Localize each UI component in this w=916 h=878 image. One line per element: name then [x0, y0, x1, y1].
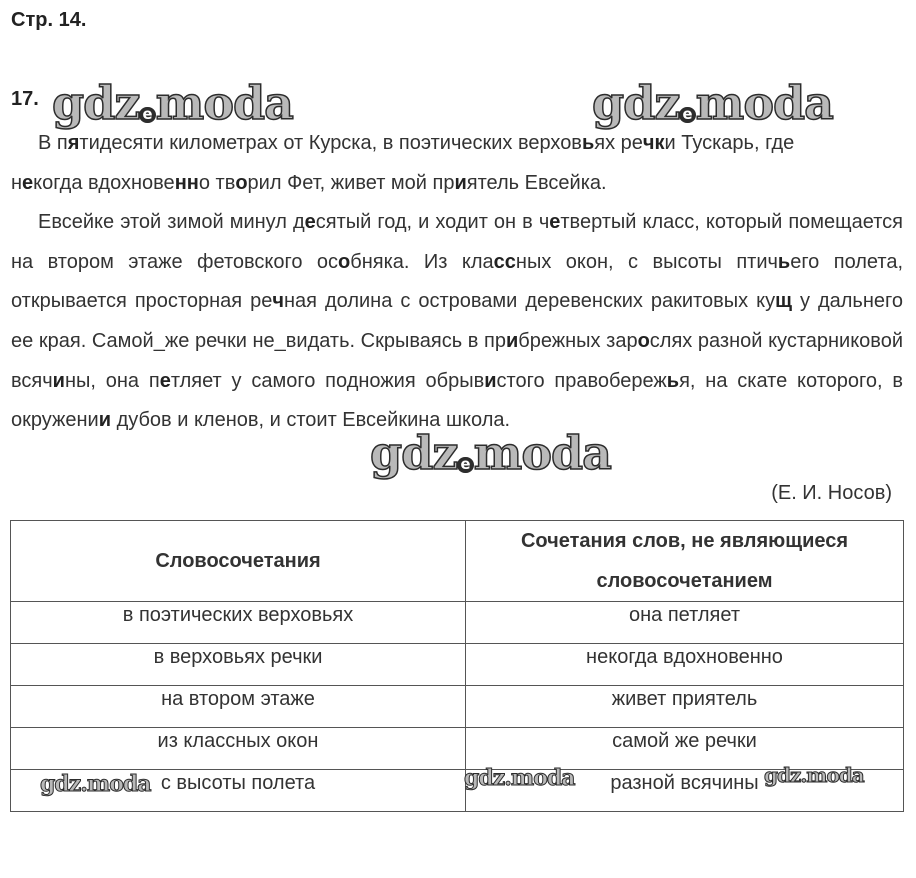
highlighted-letter: е	[159, 369, 171, 392]
highlighted-letter: ч	[272, 290, 284, 313]
text-run: твертый класс, который помещается на втором этаже фетовского ос	[11, 211, 903, 273]
highlighted-letter: и	[454, 171, 467, 194]
table-row	[11, 644, 904, 686]
header-non-phrases: Сочетания слов, не являющиеся словосочетанием	[466, 521, 904, 602]
text-run: дубов и кленов, и стоит Евсейкина школа.	[111, 409, 511, 432]
text-run: н	[11, 171, 23, 194]
table-row	[11, 686, 904, 728]
exercise-number: 17.	[11, 88, 39, 110]
highlighted-letter: е	[304, 211, 316, 234]
phrase-cell: с высоты полета	[11, 770, 466, 812]
watermark-logo: gdz emoda	[52, 76, 293, 130]
non-phrase-cell: она петляет	[466, 602, 904, 644]
highlighted-letter: о	[338, 250, 351, 273]
highlighted-letter: щ	[775, 290, 792, 313]
highlighted-letter: и	[505, 329, 519, 352]
text-run: его полета, открывается просторная ре	[11, 250, 903, 313]
paragraph-1-line-2	[11, 172, 607, 194]
author-attribution: (Е. И. Носов)	[771, 482, 892, 504]
text-run: слях разной кустарниковой всяч	[11, 329, 904, 392]
highlighted-letter: и	[52, 369, 65, 392]
text-run: у дальнего ее края. Самой_же речки не_видать. Скрываясь в пр	[11, 290, 903, 352]
highlighted-letter: и	[98, 409, 112, 432]
text-run: сятый год, и ходит он в ч	[315, 211, 550, 234]
highlighted-letter: о	[637, 329, 650, 352]
header-phrases: Словосочетания	[11, 521, 466, 602]
paragraph-1	[11, 124, 903, 203]
phrase-cell: на втором этаже	[11, 686, 466, 728]
text-run: В п	[38, 132, 68, 154]
table-row	[11, 602, 904, 644]
watermark-logo: gdz.moda	[40, 771, 151, 797]
text-run: бняка. Из кла	[350, 250, 494, 273]
highlighted-letter: ь	[777, 250, 791, 273]
non-phrase-cell: живет приятель	[466, 686, 904, 728]
highlighted-letter: е	[549, 211, 561, 234]
text-run: когда вдохнове	[33, 171, 175, 194]
text-run: Евсейке этой зимой минул д	[38, 211, 305, 234]
highlighted-letter: сс	[493, 250, 516, 273]
watermark-logo: gdz.moda	[764, 763, 864, 787]
text-run: ных окон, с высоты птич	[515, 250, 778, 273]
text-run: ятель Евсейка.	[466, 171, 607, 194]
highlighted-letter: ь	[581, 132, 595, 154]
phrase-cell: в поэтических верховьях	[11, 602, 466, 644]
text-run: тидесяти километрах от Курска, в поэтических верхов	[79, 132, 582, 154]
phrase-cell: из классных окон	[11, 728, 466, 770]
non-phrase-cell: некогда вдохновенно	[466, 644, 904, 686]
highlighted-letter: нн	[174, 171, 199, 194]
watermark-logo: gdz emoda	[370, 426, 611, 480]
paragraph-2	[11, 203, 903, 441]
text-run: ях ре	[594, 132, 643, 154]
highlighted-letter: о	[235, 171, 248, 194]
non-phrase-cell: самой же речки	[466, 728, 904, 770]
highlighted-letter: е	[22, 171, 34, 194]
highlighted-letter: я	[67, 132, 80, 154]
watermark-logo: gdz emoda	[592, 76, 833, 130]
text-run: и Тускарь, где	[664, 132, 795, 154]
page-label: Стр. 14.	[11, 9, 87, 31]
text-run: тляет у самого подножия обрыв	[170, 369, 485, 392]
highlighted-letter: чк	[642, 132, 665, 154]
text-run: рил Фет, живет мой пр	[247, 171, 455, 194]
text-run: ны, она п	[64, 369, 160, 392]
text-run: брежных зар	[518, 329, 638, 352]
text-run: о тв	[198, 171, 236, 194]
paragraph-1-line-1	[38, 132, 794, 154]
text-run: я, на скате которого, в окружени	[11, 369, 904, 432]
watermark-logo: gdz.moda	[464, 765, 575, 791]
non-phrase-cell: разной всячины	[466, 770, 904, 812]
phrase-cell: в верховьях речки	[11, 644, 466, 686]
exercise-text	[11, 124, 903, 441]
text-run: стого правобереж	[496, 369, 667, 392]
table-header-row	[11, 521, 904, 602]
highlighted-letter: и	[484, 369, 497, 392]
highlighted-letter: ь	[666, 369, 680, 392]
text-run: ная долина с островами деревенских ракитовых ку	[283, 290, 776, 313]
